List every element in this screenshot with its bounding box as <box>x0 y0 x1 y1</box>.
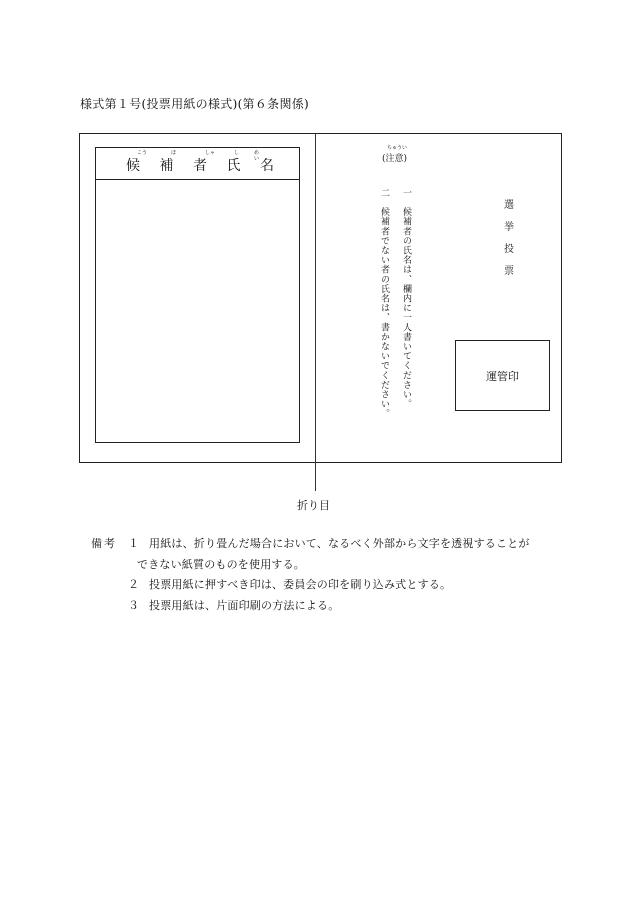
ruby-shi: し <box>234 150 240 156</box>
election-title-char-3: 投 <box>504 244 514 255</box>
remark-2-number: ２ <box>128 578 139 591</box>
remark-1-line-2: できない紙質のものを使用する。 <box>137 558 305 571</box>
name-header-label <box>125 157 275 175</box>
notice-heading: (注意) <box>382 154 408 164</box>
election-title-char-1: 選 <box>504 200 514 211</box>
stamp-box <box>455 340 550 411</box>
remark-2-text: 投票用紙に押すべき印は、委員会の印を刷り込み式とする。 <box>149 578 452 591</box>
remark-3-text: 投票用紙は、片面印刷の方法による。 <box>149 599 340 612</box>
ruby-kou: こう <box>137 150 148 156</box>
ruby-sha: しゃ <box>205 150 216 156</box>
election-title-char-4: 票 <box>504 266 514 277</box>
header-char-shi: 氏 <box>226 158 241 174</box>
fold-label: 折り目 <box>297 499 330 512</box>
remark-1-number: １ <box>128 537 139 550</box>
header-char-mei: 名 <box>260 158 274 174</box>
stamp-label: 運管印 <box>486 369 519 383</box>
instruction-1-text: 候補者の氏名は、欄内に一人書いてください。 <box>401 207 411 409</box>
instruction-2-number: 二 <box>379 188 389 198</box>
remarks-heading: 備考 <box>91 537 117 550</box>
election-title <box>501 200 517 288</box>
ruby-ho: ほ <box>171 150 177 156</box>
remark-1-line-1: 用紙は、折り畳んだ場合において、なるべく外部から文字を透視することが <box>149 537 530 550</box>
instruction-2-text: 候補者でない者の氏名は、書かないでください。 <box>379 207 389 419</box>
instruction-2 <box>378 188 390 418</box>
form-title: 様式第１号(投票用紙の様式)(第６条関係) <box>80 97 310 111</box>
header-char-ho: 補 <box>159 158 174 174</box>
instruction-1-number: 一 <box>401 188 411 198</box>
notice-ruby: ちゅうい <box>387 145 408 151</box>
instruction-1 <box>400 188 412 409</box>
remark-3-number: ３ <box>128 599 139 612</box>
header-char-kou: 候 <box>126 158 140 174</box>
election-title-char-2: 挙 <box>504 222 514 233</box>
ruby-mei: めい <box>254 150 260 162</box>
candidate-name-box[interactable] <box>95 147 300 443</box>
fold-line <box>315 133 316 491</box>
header-char-sha: 者 <box>193 158 207 174</box>
